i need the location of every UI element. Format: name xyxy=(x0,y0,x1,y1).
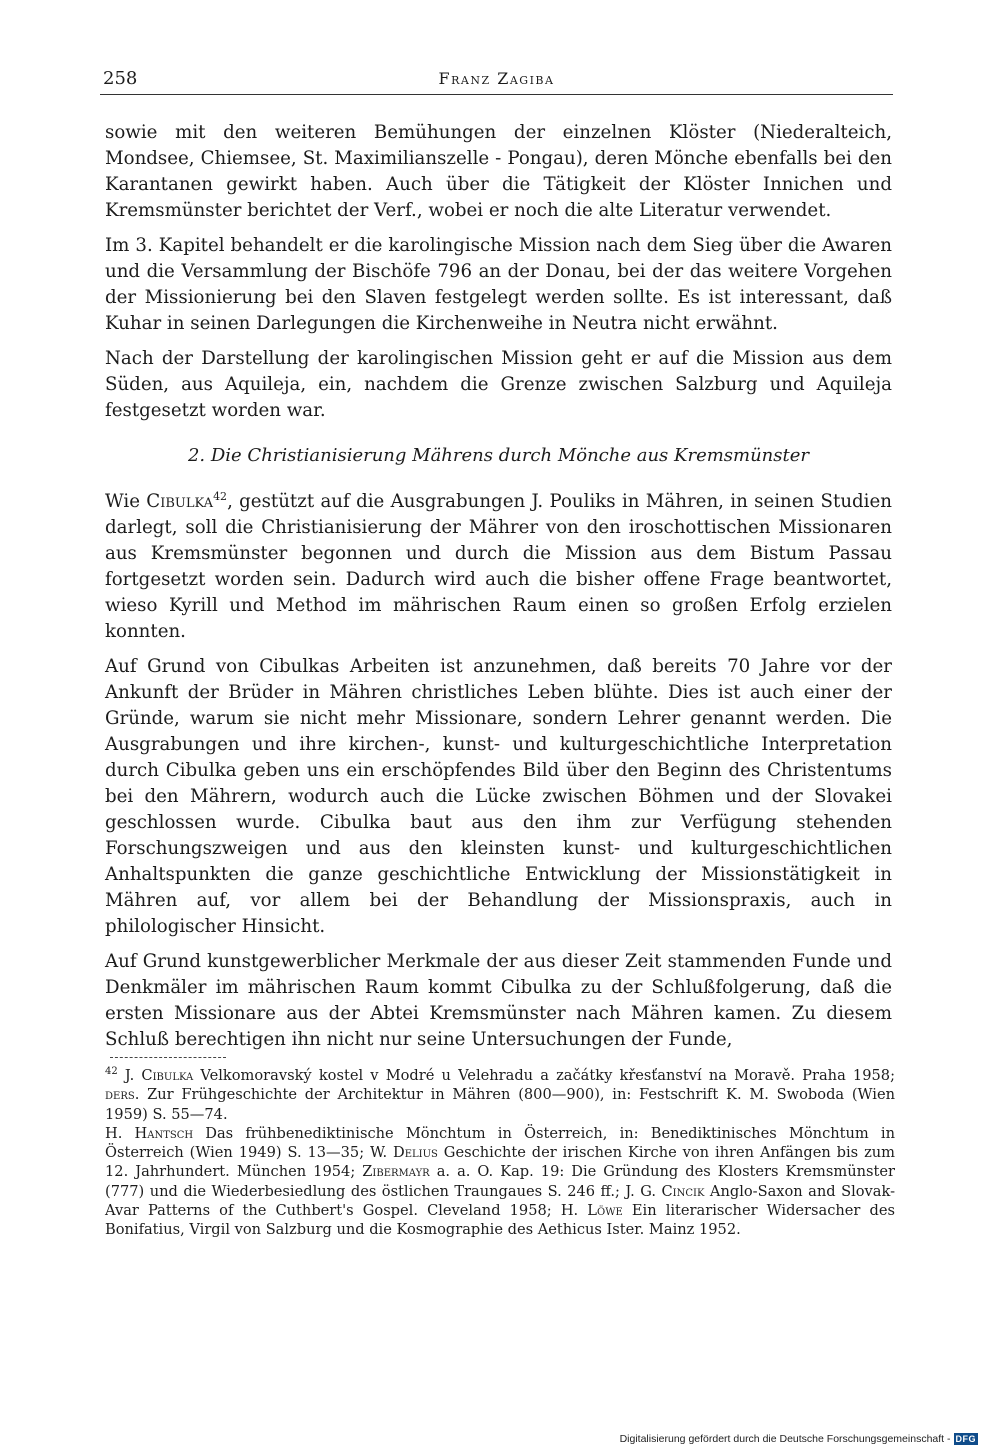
page-number: 258 xyxy=(103,68,138,89)
digitization-credit xyxy=(620,1433,978,1445)
paragraph-4 xyxy=(105,489,892,645)
paragraph-4-rest: , gestützt auf die Ausgrabungen J. Pouliks in Mähren, in seinen Studien darlegt, soll die Christianisierung der Mährer von den iroschottischen Missionaren aus Kremsmünster begonnen und durch die Mission aus dem Bistum Passau fortgesetzt worden sein. Dadurch wird auch die bisher offene Frage beantwortet, wieso Kyrill und Method im mährischen Raum einen so großen Erfolg erzielen konnten. xyxy=(105,491,892,642)
paragraph-4-lead: Wie xyxy=(105,491,147,512)
footnote-divider xyxy=(110,1057,226,1058)
footnote-number: 42 xyxy=(105,1066,118,1078)
footnote-text: Velkomoravský kostel v Modré u Velehradu a začátky křesťanství na Moravě. Praha 1958; xyxy=(193,1067,895,1084)
footnote-text: Geschichte der irischen Kirche von ihren Anfängen bis zum 12. Jahrhundert. München 1954; xyxy=(105,1144,895,1181)
footnotes xyxy=(105,1066,895,1240)
credit-text: Digitalisierung gefördert durch die Deutsche Forschungsgemeinschaft - xyxy=(619,1433,951,1445)
running-head-author: Franz Zagiba xyxy=(438,69,555,88)
footnote-author: J. Cibulka xyxy=(124,1067,194,1084)
running-head xyxy=(100,68,893,95)
footnote-text: Anglo-Saxon and Slovak-Avar Patterns of the Cuthbert's Gospel. Cleveland 1958; xyxy=(105,1182,895,1220)
footnote-author: H. Hantsch xyxy=(105,1124,194,1142)
paragraph-1: sowie mit den weiteren Bemühungen der einzelnen Klöster (Niederalteich, Mondsee, Chiemsee, St. Maximilianszelle - Pongau), deren Mönche ebenfalls bei den Karantanen gewirkt haben. Auch über die Tätigkeit der Klöster Innichen und Kremsmünster berichtet der Verf., wobei er noch die alte Literatur verwendet. xyxy=(105,122,892,221)
cited-author-name: Cibulka xyxy=(146,491,214,512)
section-heading: 2. Die Christianisierung Mährens durch Mönche aus Kremsmünster xyxy=(187,445,810,466)
dfg-logo-icon[interactable]: DFG xyxy=(955,1434,976,1444)
footnote-author: J. G. Cincik xyxy=(625,1182,705,1200)
footnote-continuation xyxy=(105,1124,895,1240)
footnote-author: W. Delius xyxy=(370,1144,438,1162)
footnote-text: Zur Frühgeschichte der Architektur in Mähren (800—900), in: Festschrift K. M. Swoboda (Wien 1959) S. 55—74. xyxy=(105,1086,895,1123)
footnote-ders: ders. xyxy=(105,1086,140,1104)
footnote-text: Ein literarischer Widersacher des Bonifatius, Virgil von Salzburg und die Kosmographie des Aethicus Ister. Mainz 1952. xyxy=(105,1202,895,1239)
footnote-author: Zibermayr xyxy=(362,1163,430,1181)
footnote-text: a. a. O. Kap. 19: Die Gründung des Klosters Kremsmünster (777) und die Wiederbesiedlung des östlichen Traungaues S. 246 ff.; xyxy=(105,1163,895,1200)
footnote-reference[interactable]: 42 xyxy=(213,489,228,503)
paragraph-5: Auf Grund von Cibulkas Arbeiten ist anzunehmen, daß bereits 70 Jahre vor der Ankunft der Brüder in Mähren christliches Leben blühte. Dies ist auch einer der Gründe, warum sie nicht mehr Missionare, sondern Lehrer genannt werden. Die Ausgrabungen und ihre kirchen-, kunst- und kulturgeschichtliche Interpretation durch Cibulka geben uns ein erschöpfendes Bild über den Beginn des Christentums bei den Mährern, wodurch auch die Lücke zwischen Böhmen und der Slovakei geschlossen wurde. Cibulka baut aus den ihm zur Verfügung stehenden Forschungszweigen und aus den kleinsten kunst- und kulturgeschichtlichen Anhaltspunkten die ganze geschichtliche Entwicklung der Missionstätigkeit in Mähren auf, vor allem bei der Behandlung der Missionspraxis, auch in philologischer Hinsicht. xyxy=(105,656,892,937)
paragraph-2: Im 3. Kapitel behandelt er die karolingische Mission nach dem Sieg über die Awaren und die Versammlung der Bischöfe 796 an der Donau, bei der das weitere Vorgehen der Missionierung bei den Slaven festgelegt werden sollte. Es ist interessant, daß Kuhar in seinen Darlegungen die Kirchenweihe in Neutra nicht erwähnt. xyxy=(105,235,892,334)
paragraph-3: Nach der Darstellung der karolingischen Mission geht er auf die Mission aus dem Süden, aus Aquileja, ein, nachdem die Grenze zwischen Salzburg und Aquileja festgesetzt worden war. xyxy=(105,348,892,421)
footnote-text: Das frühbenediktinische Mönchtum in Österreich, in: Benediktinisches Mönchtum in Österreich (Wien 1949) S. 13—35; xyxy=(105,1124,895,1162)
paragraph-6: Auf Grund kunstgewerblicher Merkmale der aus dieser Zeit stammenden Funde und Denkmäler im mährischen Raum kommt Cibulka zu der Schlußfolgerung, daß die ersten Missionare aus der Abtei Kremsmünster nach Mähren kamen. Zu diesem Schluß berechtigen ihn nicht nur seine Untersuchungen der Funde, xyxy=(105,951,892,1050)
footnote-author: H. Löwe xyxy=(560,1202,623,1220)
footnote-42 xyxy=(105,1066,895,1124)
main-text xyxy=(105,120,892,1062)
